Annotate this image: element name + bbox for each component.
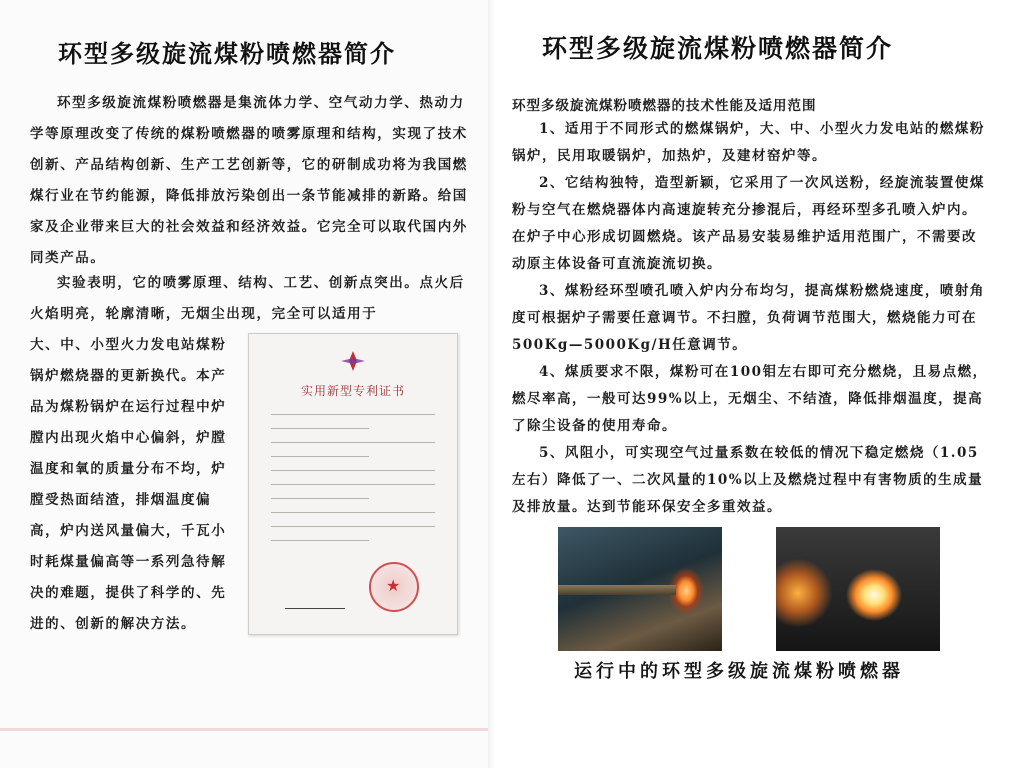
left-page	[0, 0, 490, 768]
burner-flame-photo-2	[776, 527, 940, 651]
certificate-text-lines	[271, 414, 435, 554]
certificate-title: 实用新型专利证书	[300, 384, 405, 398]
photo-caption: 运行中的环型多级旋流煤粉喷燃器	[574, 661, 904, 682]
experiment-paragraph-start: 实验表明，它的喷雾原理、结构、工艺、创新点突出。点火后火焰明亮，轮廓清晰，无烟尘出现，完全可以适用于	[30, 275, 465, 322]
left-page-title: 环型多级旋流煤粉喷燃器简介	[58, 39, 396, 68]
feature-point-1: 1、适用于不同形式的燃煤锅炉，大、中、小型火力发电站的燃煤粉锅炉，民用取暖锅炉，加热炉，及建材窑炉等。	[512, 121, 985, 164]
patent-office-logo-icon	[339, 350, 367, 372]
certificate-signature	[285, 592, 345, 609]
feature-point-2: 2、它结构独特，造型新颖，它采用了一次风送粉，经旋流装置使煤粉与空气在燃烧器体内高速旋转充分掺混后，再经环型多孔喷入炉内。在炉子中心形成切圆燃烧。该产品易安装易维护适用范围广，不需要改动原主体设备可直流旋流切换。	[512, 175, 985, 272]
patent-certificate-image	[248, 333, 458, 635]
feature-point-5: 5、风阻小，可实现空气过量系数在较低的情况下稳定燃烧（1.05左右）降低了一、二次风量的10%以上及燃烧过程中有害物质的生成量及排放量。达到节能环保安全多重效益。	[512, 445, 984, 515]
feature-point-3: 3、煤粉经环型喷孔喷入炉内分布均匀，提高煤粉燃烧速度，喷射角度可根据炉子需要任意调节。不扫膛，负荷调节范围大，燃烧能力可在500Kg—5000Kg/H任意调节。	[512, 283, 985, 353]
official-seal-icon: ★	[369, 562, 419, 612]
intro-paragraph: 环型多级旋流煤粉喷燃器是集流体力学、空气动力学、热动力学等原理改变了传统的煤粉喷燃器的喷雾原理和结构，实现了技术创新、产品结构创新、生产工艺创新等，它的研制成功将为我国燃煤行业在节约能源，降低排放污染创出一条节能减排的新路。给国家及企业带来巨大的社会效益和经济效益。它完全可以取代国内外同类产品。	[30, 95, 468, 266]
page-edge-stripe	[0, 728, 490, 731]
right-page-title: 环型多级旋流煤粉喷燃器简介	[542, 34, 894, 63]
performance-subtitle: 环型多级旋流煤粉喷燃器的技术性能及适用范围	[512, 98, 817, 114]
experiment-paragraph-rest: 大、中、小型火力发电站煤粉锅炉燃烧器的更新换代。本产品为煤粉锅炉在运行过程中炉膛内出现火焰中心偏斜，炉膛温度和氧的质量分布不均，炉膛受热面结渣，排烟温度偏高，炉内送风量偏大，千瓦小时耗煤量偏高等一系列急待解决的难题，提供了科学的、先进的、创新的解决方法。	[30, 337, 227, 632]
feature-point-4: 4、煤质要求不限，煤粉可在100钼左右即可充分燃烧，且易点燃，燃尽率高，一般可达99%以上，无烟尘、不结渣，降低排烟温度，提高了除尘设备的使用寿命。	[512, 364, 988, 434]
right-page	[494, 0, 1024, 768]
burner-photo-1	[558, 527, 722, 651]
